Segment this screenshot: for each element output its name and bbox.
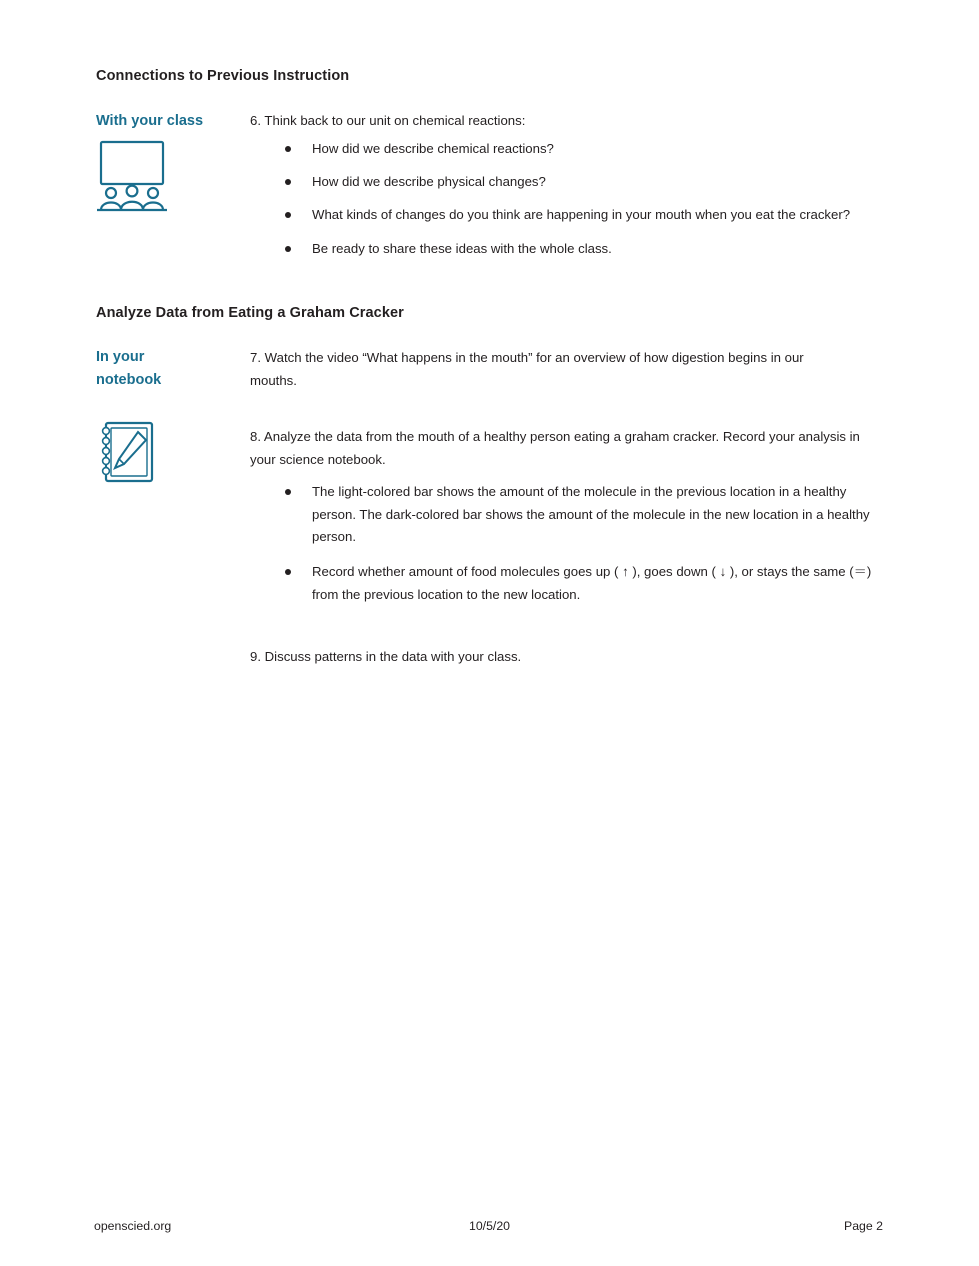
footer-site: openscied.org — [94, 1219, 172, 1233]
section-heading-analyze-data: Analyze Data from Eating a Graham Cracker — [96, 305, 404, 321]
list-item: Be ready to share these ideas with the whole class. — [285, 238, 895, 261]
list-item: How did we describe chemical reactions? — [285, 138, 895, 161]
gutter-label-with-your-class: With your class — [96, 113, 204, 129]
gutter-label-line-1: In your — [96, 349, 145, 365]
class-presentation-icon — [97, 140, 167, 217]
list-item: How did we describe physical changes? — [285, 171, 895, 194]
footer-page-number: Page 2 — [844, 1219, 883, 1233]
footer-date: 10/5/20 — [468, 1219, 511, 1233]
list-item: Record whether amount of food molecules goes up ( ↑ ), goes down ( ↓ ), or stays the same (＝) from the previous location to the new location. — [285, 561, 885, 606]
notebook-pencil-icon — [97, 418, 161, 491]
gutter-label-in-your-notebook — [96, 346, 246, 393]
gutter-label-line-2: notebook — [96, 372, 162, 389]
step-9-text: 9. Discuss patterns in the data with your class. — [250, 649, 522, 664]
step-8-text: 8. Analyze the data from the mouth of a healthy person eating a graham cracker. Record your analysis in your science notebook. — [250, 429, 860, 467]
section-heading-connections: Connections to Previous Instruction — [96, 68, 350, 84]
step-6-intro: 6. Think back to our unit on chemical reactions: — [250, 113, 526, 128]
step-6-bullet-list — [285, 138, 895, 271]
step-8-bullet-list — [285, 481, 885, 619]
list-item: What kinds of changes do you think are happening in your mouth when you eat the cracker? — [285, 204, 895, 227]
step-7-text: 7. Watch the video “What happens in the mouth” for an overview of how digestion begins in our mouths. — [250, 350, 804, 388]
list-item: The light-colored bar shows the amount of the molecule in the previous location in a healthy person. The dark-colored bar shows the amount of the molecule in the new location in a healthy person. — [285, 481, 885, 549]
